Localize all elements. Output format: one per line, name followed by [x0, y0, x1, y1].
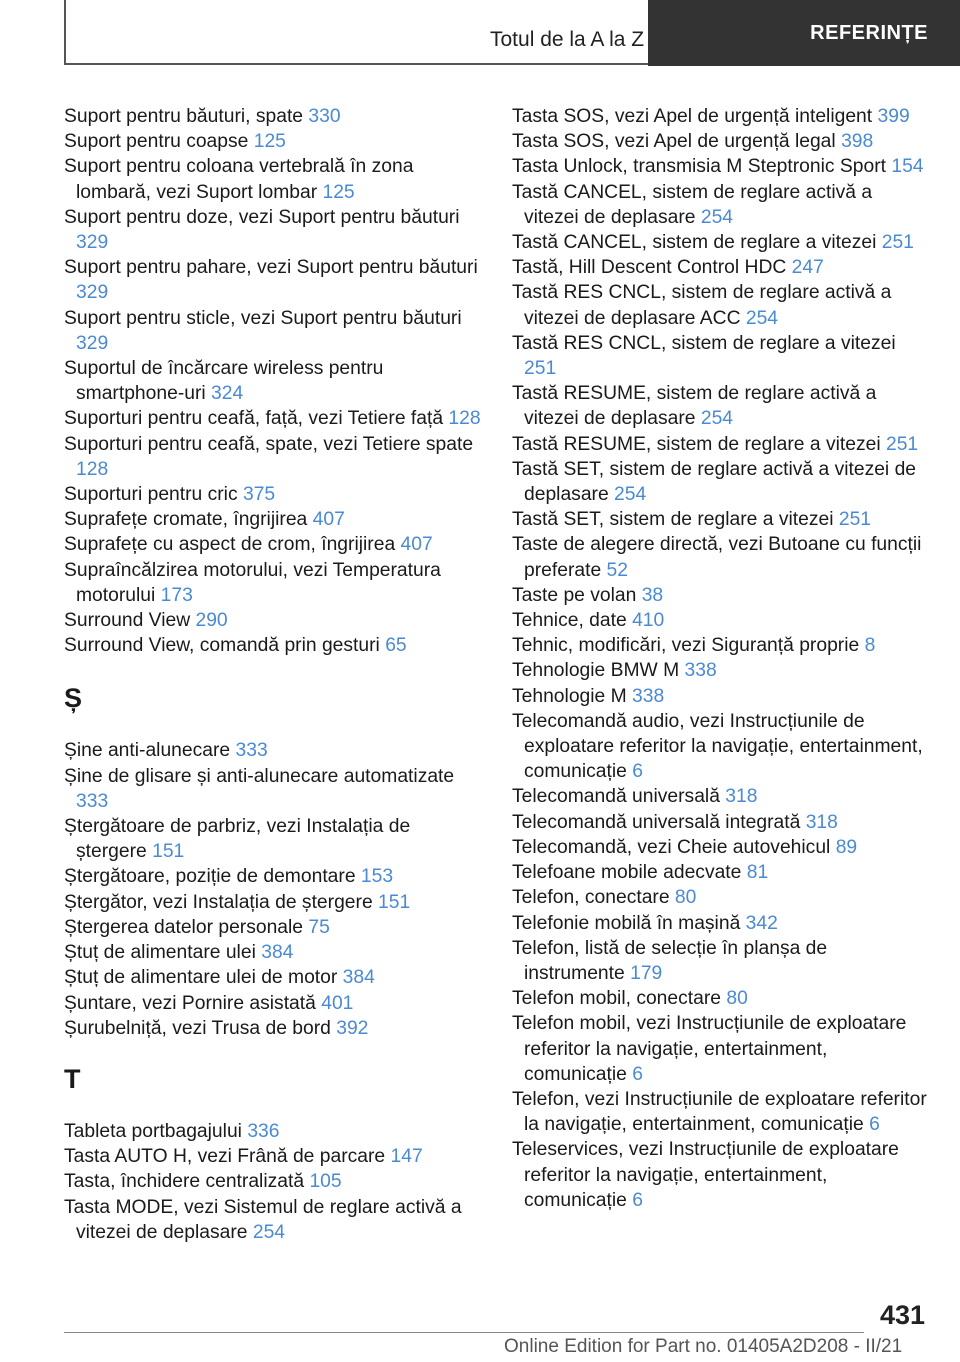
index-entry-text: Tasta Unlock, transmisia M Steptronic Sport: [512, 156, 892, 178]
index-page-link[interactable]: 153: [360, 866, 394, 888]
index-page-link[interactable]: 251: [881, 232, 914, 254]
index-page-link[interactable]: 384: [342, 967, 375, 989]
index-entry-text: Telecomandă universală integrată: [512, 811, 806, 833]
index-entry-text: Tastă SET, sistem de reglare activă a vitezei de deplasare: [512, 458, 917, 506]
index-entry: [64, 1144, 482, 1169]
index-entry-text: Teleservices, vezi Instrucțiunile de exploatare referitor la navigație, entertainment, comunicație: [512, 1139, 899, 1211]
index-page-link[interactable]: 384: [261, 942, 294, 964]
index-page-link[interactable]: 6: [632, 761, 643, 783]
header-title: Totul de la A la Z: [490, 28, 645, 51]
index-page-link[interactable]: 407: [400, 534, 433, 556]
index-entry: [64, 864, 482, 889]
index-entry: [64, 633, 482, 658]
index-entry: [64, 1119, 482, 1144]
index-entry: [512, 280, 932, 330]
index-page-link[interactable]: 125: [322, 181, 355, 203]
index-page-link[interactable]: 318: [805, 811, 838, 833]
index-entry-text: Telefon mobil, vezi Instrucțiunile de exploatare referitor la navigație, entertainment, comunicație: [512, 1013, 907, 1085]
index-entry-text: Suprafețe cromate, îngrijirea: [64, 509, 313, 531]
index-entry-text: Ștergătoare, poziție de demontare: [64, 866, 361, 888]
index-entry: [512, 180, 932, 230]
index-entry-text: Supraîncălzirea motorului, vezi Temperatura motorului: [64, 559, 441, 606]
index-group-t-continued: [512, 104, 932, 1213]
index-entry: [512, 885, 932, 910]
index-page-link[interactable]: 52: [606, 559, 628, 581]
index-page-link[interactable]: 154: [891, 156, 924, 178]
index-entry: [512, 507, 932, 532]
index-entry-text: Tastă CANCEL, sistem de reglare activă a vitezei de deplasare: [512, 181, 873, 228]
index-entry-text: Telefon mobil, conectare: [512, 988, 727, 1010]
index-entry: [64, 432, 482, 482]
header-divider-left: [64, 0, 66, 64]
index-entry-text: Ștergător, vezi Instalația de ștergere: [64, 891, 379, 913]
index-group-t: [64, 1119, 482, 1245]
index-entry-text: Tasta SOS, vezi Apel de urgență legal: [512, 131, 842, 153]
index-entry: [512, 709, 932, 785]
index-entry: [64, 991, 482, 1016]
index-entry-text: Tasta, închidere centralizată: [64, 1171, 310, 1193]
index-entry-text: Taste pe volan: [512, 584, 642, 606]
section-heading-s: Ș: [64, 682, 83, 713]
index-page-link[interactable]: 147: [390, 1146, 423, 1168]
index-entry-text: Telecomandă universală: [512, 786, 726, 808]
index-entry: [64, 482, 482, 507]
index-group-sh: [64, 738, 482, 1040]
index-page-link[interactable]: 324: [211, 383, 244, 405]
index-page-link[interactable]: 329: [76, 332, 109, 354]
header-section-tab: [648, 0, 960, 66]
index-entry-text: Tehnice, date: [512, 610, 633, 632]
index-entry-text: Suport pentru coloana vertebrală în zona lombară, vezi Suport lombar: [64, 156, 414, 203]
index-entry: [512, 986, 932, 1011]
index-page-link[interactable]: 375: [242, 484, 276, 506]
index-entry: [64, 306, 482, 356]
index-page-link[interactable]: 342: [745, 912, 778, 934]
index-entry: [512, 255, 932, 280]
index-entry: [512, 532, 932, 582]
index-page-link[interactable]: 81: [746, 862, 769, 884]
index-entry: [64, 532, 482, 557]
index-entry: [64, 940, 482, 965]
index-entry: [512, 457, 932, 507]
index-page-link[interactable]: 8: [864, 635, 876, 657]
index-column-left: [64, 104, 482, 1245]
index-entry: [64, 558, 482, 608]
index-entry-text: Telefon, listă de selecție în planșa de instrumente: [512, 937, 828, 984]
index-entry-text: Tastă RESUME, sistem de reglare a vitezei: [512, 433, 886, 455]
section-heading-t: T: [64, 1064, 81, 1095]
index-entry-text: Suporturi pentru ceafă, față, vezi Tetiere față: [64, 408, 449, 430]
index-page-link[interactable]: 179: [630, 962, 663, 984]
index-entry-text: Taste de alegere directă, vezi Butoane cu funcții preferate: [512, 534, 922, 581]
index-page-link[interactable]: 151: [152, 841, 185, 863]
index-entry: [512, 381, 932, 431]
page-number: 431: [880, 1300, 926, 1330]
header-underline: [64, 63, 648, 65]
index-page-link[interactable]: 105: [309, 1171, 342, 1193]
index-entry: [64, 738, 482, 763]
index-entry-text: Suport pentru băuturi, spate: [64, 106, 309, 127]
index-entry: [512, 1137, 932, 1213]
index-entry-text: Surround View: [64, 610, 196, 632]
index-entry-text: Suport pentru coapse: [64, 131, 254, 153]
index-page-link[interactable]: 338: [684, 660, 717, 682]
index-page-link[interactable]: 128: [448, 408, 481, 430]
index-entry-text: Ștergerea datelor personale: [64, 916, 309, 938]
index-entry: [64, 356, 482, 406]
index-page-link[interactable]: 6: [869, 1114, 880, 1136]
index-page-link[interactable]: 254: [700, 408, 734, 430]
index-page-link[interactable]: 251: [524, 358, 557, 380]
index-entry: [64, 104, 482, 129]
index-entry-text: Suportul de încărcare wireless pentru smartphone-uri: [64, 358, 384, 405]
index-entry: [512, 911, 932, 936]
index-entry: [64, 1016, 482, 1041]
index-entry: [512, 432, 932, 457]
index-entry: [512, 784, 932, 809]
index-entry-text: Șine de glisare și anti-alunecare automatizate: [64, 765, 455, 787]
index-page-link[interactable]: 173: [160, 584, 193, 606]
index-entry: [64, 406, 482, 431]
index-entry-text: Telecomandă, vezi Cheie autovehicul: [512, 836, 836, 858]
index-entry-text: Telefonie mobilă în mașină: [512, 912, 746, 934]
index-entry: [512, 1011, 932, 1087]
index-page-link[interactable]: 80: [674, 887, 697, 909]
index-page-link[interactable]: 338: [632, 685, 665, 707]
index-entry-text: Telefon, conectare: [512, 887, 675, 909]
index-entry: [512, 331, 932, 381]
index-entry: [512, 1087, 932, 1137]
index-entry: [64, 965, 482, 990]
index-page-link[interactable]: 330: [308, 106, 341, 127]
index-entry: [64, 507, 482, 532]
index-entry: [512, 860, 932, 885]
index-entry-text: Tasta AUTO H, vezi Frână de parcare: [64, 1146, 391, 1168]
index-page-link[interactable]: 6: [632, 1189, 643, 1211]
index-page-link[interactable]: 392: [336, 1017, 369, 1039]
index-entry-text: Tableta portbagajului: [64, 1120, 248, 1142]
index-entry: [512, 104, 932, 129]
index-entry-text: Tehnologie M: [512, 685, 633, 707]
index-entry-text: Tastă RESUME, sistem de reglare activă a vitezei de deplasare: [512, 383, 877, 430]
index-page-link[interactable]: 247: [791, 257, 824, 279]
index-page-link[interactable]: 151: [378, 891, 411, 913]
index-entry-text: Ștuț de alimentare ulei de motor: [64, 967, 343, 989]
index-entry: [64, 154, 482, 204]
footer-edition: Online Edition for Part no. 01405A2D208 - II/21: [504, 1336, 903, 1357]
index-entry: [512, 608, 932, 633]
index-entry-text: Suporturi pentru ceafă, spate, vezi Tetiere spate: [64, 433, 474, 455]
index-entry: [64, 764, 482, 814]
index-entry: [64, 1195, 482, 1245]
index-page-link[interactable]: 398: [841, 131, 874, 153]
index-entry-text: Telecomandă audio, vezi Instrucțiunile de exploatare referitor la navigație, entertainment, comunicație: [512, 710, 923, 783]
index-entry-text: Telefoane mobile adecvate: [512, 862, 747, 884]
index-page-link[interactable]: 401: [321, 992, 354, 1014]
index-entry-text: Tehnologie BMW M: [512, 660, 685, 682]
index-page-link[interactable]: 128: [76, 458, 109, 480]
index-entry-text: Ștuț de alimentare ulei: [64, 942, 262, 964]
index-entry-text: Tasta MODE, vezi Sistemul de reglare activă a vitezei de deplasare: [64, 1196, 462, 1243]
index-page-link[interactable]: 290: [195, 610, 228, 632]
index-entry: [64, 1169, 482, 1194]
index-entry-text: Suprafețe cu aspect de crom, îngrijirea: [64, 534, 401, 556]
index-page-link[interactable]: 89: [835, 836, 858, 858]
index-entry: [64, 608, 482, 633]
index-entry-text: Tastă RES CNCL, sistem de reglare activă a vitezei de deplasare ACC: [512, 282, 892, 329]
index-entry-text: Suport pentru sticle, vezi Suport pentru băuturi: [64, 307, 462, 329]
index-entry: [512, 129, 932, 154]
index-entry: [512, 810, 932, 835]
index-entry-text: Suport pentru pahare, vezi Suport pentru băuturi: [64, 257, 478, 279]
index-page-link[interactable]: 251: [838, 509, 872, 531]
index-page-link[interactable]: 80: [726, 988, 748, 1010]
index-entry-text: Ștergătoare de parbriz, vezi Instalația de ștergere: [64, 816, 411, 863]
index-entry: [512, 658, 932, 683]
index-page-link[interactable]: 65: [385, 635, 407, 657]
index-entry-text: Telefon, vezi Instrucțiunile de exploatare referitor la navigație, entertainment, comunicație: [512, 1088, 927, 1136]
index-page-link[interactable]: 251: [885, 433, 919, 455]
index-entry-text: Suport pentru doze, vezi Suport pentru băuturi: [64, 206, 460, 228]
index-entry-text: Suporturi pentru cric: [64, 484, 243, 506]
index-entry: [64, 255, 482, 305]
index-page-link[interactable]: 410: [632, 610, 665, 632]
index-entry-text: Tehnic, modificări, vezi Siguranță proprie: [512, 635, 865, 657]
index-entry: [512, 835, 932, 860]
index-entry: [512, 230, 932, 255]
index-page-link[interactable]: 318: [725, 786, 758, 808]
index-page-link[interactable]: 254: [614, 484, 647, 506]
index-page-link[interactable]: 329: [76, 232, 109, 254]
index-entry: [64, 915, 482, 940]
index-entry-text: Șine anti-alunecare: [64, 740, 236, 762]
index-entry: [512, 936, 932, 986]
index-page-link[interactable]: 254: [745, 307, 779, 329]
index-entry-text: Șurubelniță, vezi Trusa de bord: [64, 1017, 337, 1039]
index-page-link[interactable]: 125: [253, 131, 286, 153]
index-page-link[interactable]: 254: [700, 206, 734, 228]
index-entry-text: Tastă CANCEL, sistem de reglare a vitezei: [512, 232, 882, 254]
index-entry-text: Tastă SET, sistem de reglare a vitezei: [512, 509, 839, 531]
index-page-link[interactable]: 38: [641, 584, 664, 606]
index-entry-text: Tastă RES CNCL, sistem de reglare a vitezei: [512, 332, 896, 354]
index-page-link[interactable]: 333: [76, 790, 109, 812]
index-entry: [64, 814, 482, 864]
header-section-label: REFERINȚE: [810, 21, 928, 44]
index-entry-text: Șuntare, vezi Pornire asistată: [64, 992, 322, 1014]
index-entry-text: Surround View, comandă prin gesturi: [64, 635, 386, 657]
index-page-link[interactable]: 75: [308, 916, 330, 938]
index-entry: [512, 684, 932, 709]
index-entry: [512, 154, 932, 179]
index-page-link[interactable]: 399: [877, 106, 910, 127]
index-column-right: [512, 104, 932, 1213]
index-entry-text: Tasta SOS, vezi Apel de urgență inteligent: [512, 106, 878, 127]
index-entry: [64, 129, 482, 154]
index-entry-text: Tastă, Hill Descent Control HDC: [512, 257, 792, 279]
index-entry: [512, 633, 932, 658]
index-page-link[interactable]: 407: [312, 509, 345, 531]
index-group-s: [64, 104, 482, 658]
index-page-link[interactable]: 336: [247, 1120, 280, 1142]
index-entry: [64, 205, 482, 255]
index-page-link[interactable]: 254: [252, 1221, 286, 1243]
index-page-link[interactable]: 333: [235, 740, 268, 762]
index-page-link[interactable]: 6: [632, 1063, 643, 1085]
index-entry: [512, 583, 932, 608]
footer-divider: [64, 1332, 864, 1333]
index-page-link[interactable]: 329: [76, 282, 109, 304]
index-entry: [64, 890, 482, 915]
